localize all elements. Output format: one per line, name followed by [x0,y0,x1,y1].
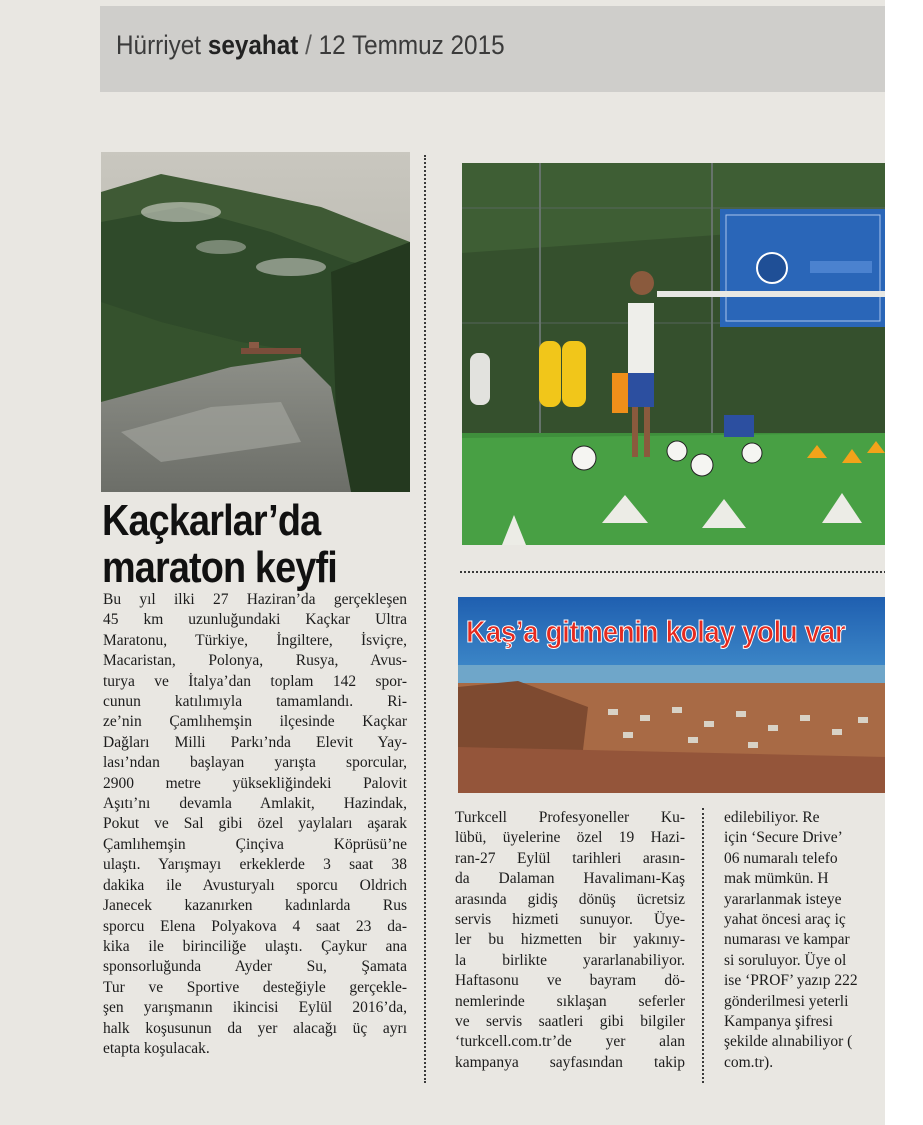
headline-line: Kaçkarlar’da [102,496,321,545]
body-line: lübü, üyelerine özel 19 Hazi- [455,829,685,847]
page-header [116,30,505,61]
mountain-river-photo [101,152,410,492]
body-line: ise ‘PROF’ yazıp 222 [724,972,858,990]
article-headline [102,497,337,591]
body-line: turya ve İtalya’dan toplam 142 spor- [103,672,407,690]
body-line: 06 numaralı telefo [724,849,838,867]
body-line: la birlikte yararlanabiliyor. [455,951,685,969]
article-body-right-col1 [455,808,685,1073]
publication-name: Hürriyet [116,30,202,60]
body-line: Macaristan, Polonya, Rusya, Avus- [103,652,407,670]
body-line: arasında gidiş dönüş ücretsiz [455,890,685,908]
body-line: şekilde alınabiliyor ( [724,1033,853,1051]
headline-line: maraton keyfi [102,543,337,592]
body-line: halk koşusunun da yer alacağı üç ayrı [103,1019,407,1037]
body-line: Tur ve Sportive desteğiyle gerçekle- [103,978,407,996]
body-line: dakika ile Avusturyalı sporcu Oldrich [103,876,407,894]
section-name: seyahat [207,30,299,60]
body-line: Maratonu, Türkiye, İngiltere, İsviçre, [103,631,407,649]
article-body-right-col2 [724,808,882,1073]
body-line: mak mümkün. H [724,870,829,888]
body-line: etapta koşulacak. [103,1039,210,1057]
banner-headline: Kaş’a gitmenin kolay yolu var [466,614,846,649]
body-line: cunun katılımıyla tamamlandı. Ri- [103,693,407,711]
body-line: için ‘Secure Drive’ [724,829,843,847]
body-line: nemlerinde sıklaşan seferler [455,992,685,1010]
body-line: sporcu Elena Polyakova 4 saat 23 da- [103,917,407,935]
body-line: 2900 metre yüksekliğindeki Palovit [103,774,407,792]
body-line: ran-27 Eylül tarihleri arasın- [455,849,685,867]
body-line: Dağları Milli Parkı’nda Elevit Yay- [103,733,407,751]
body-line: kika ile birinciliğe ulaştı. Çaykur ana [103,937,407,955]
section-divider [460,571,886,573]
article-body-left [103,590,407,1059]
body-line: ler bu hizmetten bir yakınıy- [455,931,685,949]
body-line: ve servis saatleri gibi bilgiler [455,1013,685,1031]
body-line: kampanya sayfasından takip [455,1053,685,1071]
body-line: sponsorluğunda Ayder Su, Şamata [103,958,407,976]
body-line: Pokut ve Sal gibi özel yaylaları aşarak [103,815,407,833]
body-line: 45 km uzunluğundaki Kaçkar Ultra [103,611,407,629]
issue-date: 12 Temmuz 2015 [318,30,505,60]
body-line: Haftasonu ve bayram dö- [455,972,685,990]
body-line: com.tr). [724,1053,774,1071]
body-line: ze’nin Çamlıhemşin ilçesinde Kaçkar [103,713,407,731]
body-line: Janecek kazanırken kadınlarda Rus [103,897,407,915]
header-separator: / [305,30,312,60]
body-line: servis hizmeti sunuyor. Üye- [455,911,685,929]
body-line: Turkcell Profesyoneller Ku- [455,809,685,826]
body-line: ulaştı. Yarışmayı erkeklerde 3 saat 38 [103,856,407,874]
body-line: numarası ve kampar [724,931,850,949]
column-divider [424,155,426,1083]
body-line: Kampanya şifresi [724,1013,833,1031]
body-line: ‘turkcell.com.tr’de yer alan [455,1033,685,1051]
body-line: yararlanmak isteye [724,890,842,908]
body-line: Aşıtı’nı devamla Amlakit, Hazindak, [103,795,407,813]
body-line: Çamlıhemşin Çinçiva Köprüsü’ne [103,835,407,853]
body-line: yahat öncesi araç iç [724,911,846,929]
body-line: şen yarışmanın ikincisi Eylül 2016’da, [103,999,407,1017]
column-divider [702,808,704,1083]
body-line: edilebiliyor. Re [724,809,820,826]
body-line: gönderilmesi yeterli [724,992,849,1010]
body-line: Bu yıl ilki 27 Haziran’da gerçekleşen [103,591,407,608]
football-training-photo [462,163,886,545]
body-line: lası’ndan başlayan yarışta sporcular, [103,754,407,772]
body-line: da Dalaman Havalimanı-Kaş [455,870,685,888]
body-line: si soruluyor. Üye ol [724,951,847,969]
